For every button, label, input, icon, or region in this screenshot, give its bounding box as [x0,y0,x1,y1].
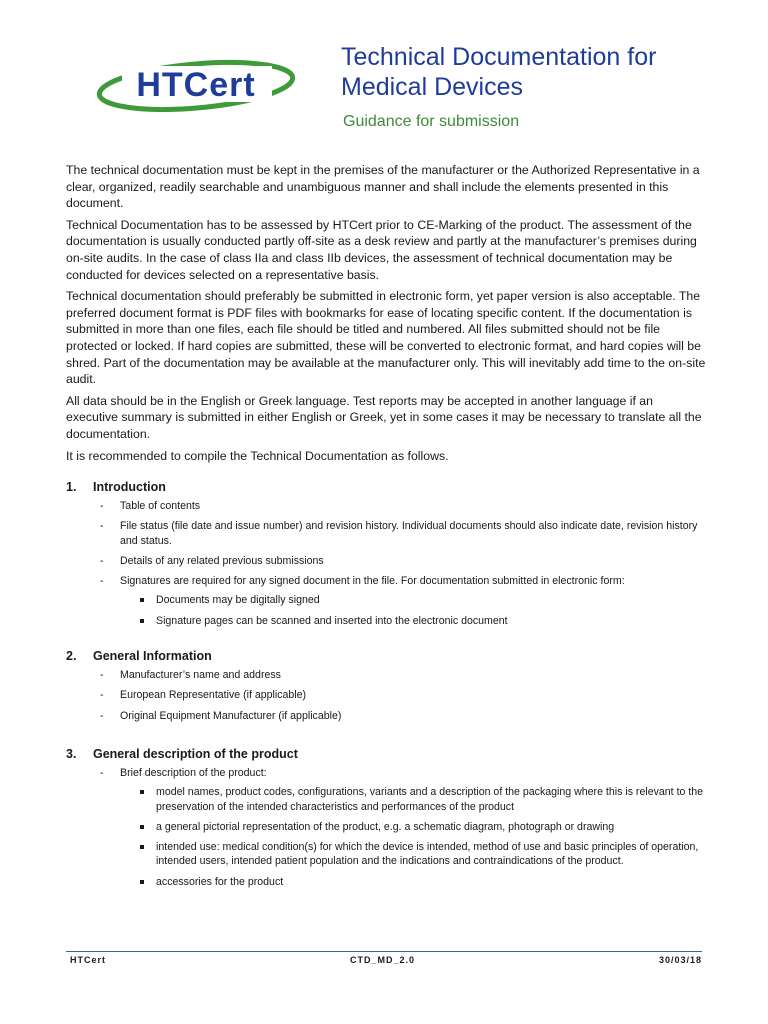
section-title: General description of the product [93,747,298,761]
section-general-information [66,647,706,729]
page-footer [70,955,702,965]
intro-paragraph: It is recommended to compile the Technical Documentation as follows. [66,448,449,463]
section-title: Introduction [93,480,166,494]
footer-doc-code: CTD_MD_2.0 [349,955,415,965]
list-item: - European Representative (if applicable) [100,689,307,702]
list-item: - Manufacturer’s name and address [100,669,281,681]
footer-divider [66,951,702,952]
section-number: 3. [66,747,77,761]
sub-list-item: model names, product codes, configurations, variants and a description of the packaging where this is relevant to the preservation of the intended characteristics and performances of the product [120,785,706,814]
sub-list-item: accessories for the product [120,875,706,889]
footer-date: 30/03/18 [658,955,702,965]
sub-list-item: Signature pages can be scanned and inserted into the electronic document [120,614,706,628]
section-number: 1. [66,480,77,494]
section-list [66,668,706,723]
section-title: General Information [93,649,212,663]
section-heading [66,647,706,665]
section-number: 2. [66,649,77,663]
section-list [66,766,706,889]
sub-list [120,785,706,889]
intro-paragraph: Technical Documentation has to be assessed by HTCert prior to CE-Marking of the product. The assessment of the documentation is usually conducted partly off-site as a desk review and partly at the manufacturer’s premises during on-site audits. In the case of class IIa and class IIb devices, the assessment of technical documentation may be conducted for devices selected on a representative basis. [66,217,697,282]
intro-paragraph: All data should be in the English or Greek language. Test reports may be accepted in another language if an executive summary is submitted in either English or Greek, yet in some cases it may be necessary to translate all the documentation. [66,393,702,441]
section-heading [66,745,706,763]
section-introduction [66,478,706,634]
document-subtitle: Guidance for submission [343,113,520,130]
intro-paragraph: The technical documentation must be kept in the premises of the manufacturer or the Authorized Representative in a clear, organized, readily searchable and unambiguous manner and shall include the elements presented in this document. [66,163,700,211]
list-item: - Details of any related previous submissions [100,554,324,567]
sub-list-item: Documents may be digitally signed [120,593,706,607]
list-item: - Original Equipment Manufacturer (if applicable) [100,709,342,722]
section-general-description [66,745,706,895]
intro-paragraph: Technical documentation should preferably be submitted in electronic form, yet paper version is also acceptable. The preferred document format is PDF files with bookmarks for ease of locating specific content. If the documentation is submitted in more than one files, each file should be titled and numbered. All files submitted should not be file protected or locked. If hard copies are submitted, these will be converted to electronic format, and hard copies will be shred. Part of the documentation may be available at the manufacturer only. This will inevitably add time to the on-site audit. [66,289,706,387]
intro-text [66,162,706,469]
sub-list-item: intended use: medical condition(s) for which the device is intended, method of use and basic principles of operation, intended users, intended patient population and the indications and contraindications of the product. [120,840,706,869]
logo-text: HTCert [136,66,256,104]
list-item: - Signatures are required for any signed document in the file. For documentation submitted in electronic form: Documents may be digitally signed Signature pages can be scanned and inserted into the electronic document [66,574,706,628]
htcert-logo [96,56,300,112]
footer-company: HTCert [70,955,107,965]
sub-list [120,593,706,628]
list-item: - Brief description of the product: model names, product codes, configurations, variants and a description of the packaging where this is relevant to the preservation of the intended characteristics and performances of the product a general pictorial representation of the product, e.g. a schematic diagram, photograph or drawing intended use: medical condition(s) for which the device is intended, method of use and basic principles of operation, intended users, intended patient population and the indications and contraindications of the product. accessories for the product [66,766,706,889]
list-item: - Table of contents [100,500,201,512]
list-item: - File status (file date and issue number) and revision history. Individual documents should also indicate date, revision history and status. [100,520,698,547]
document-title: Technical Documentation for Medical Devices [341,43,657,101]
sub-list-item: a general pictorial representation of the product, e.g. a schematic diagram, photograph or drawing [120,820,706,834]
section-list [66,499,706,628]
section-heading [66,478,706,496]
